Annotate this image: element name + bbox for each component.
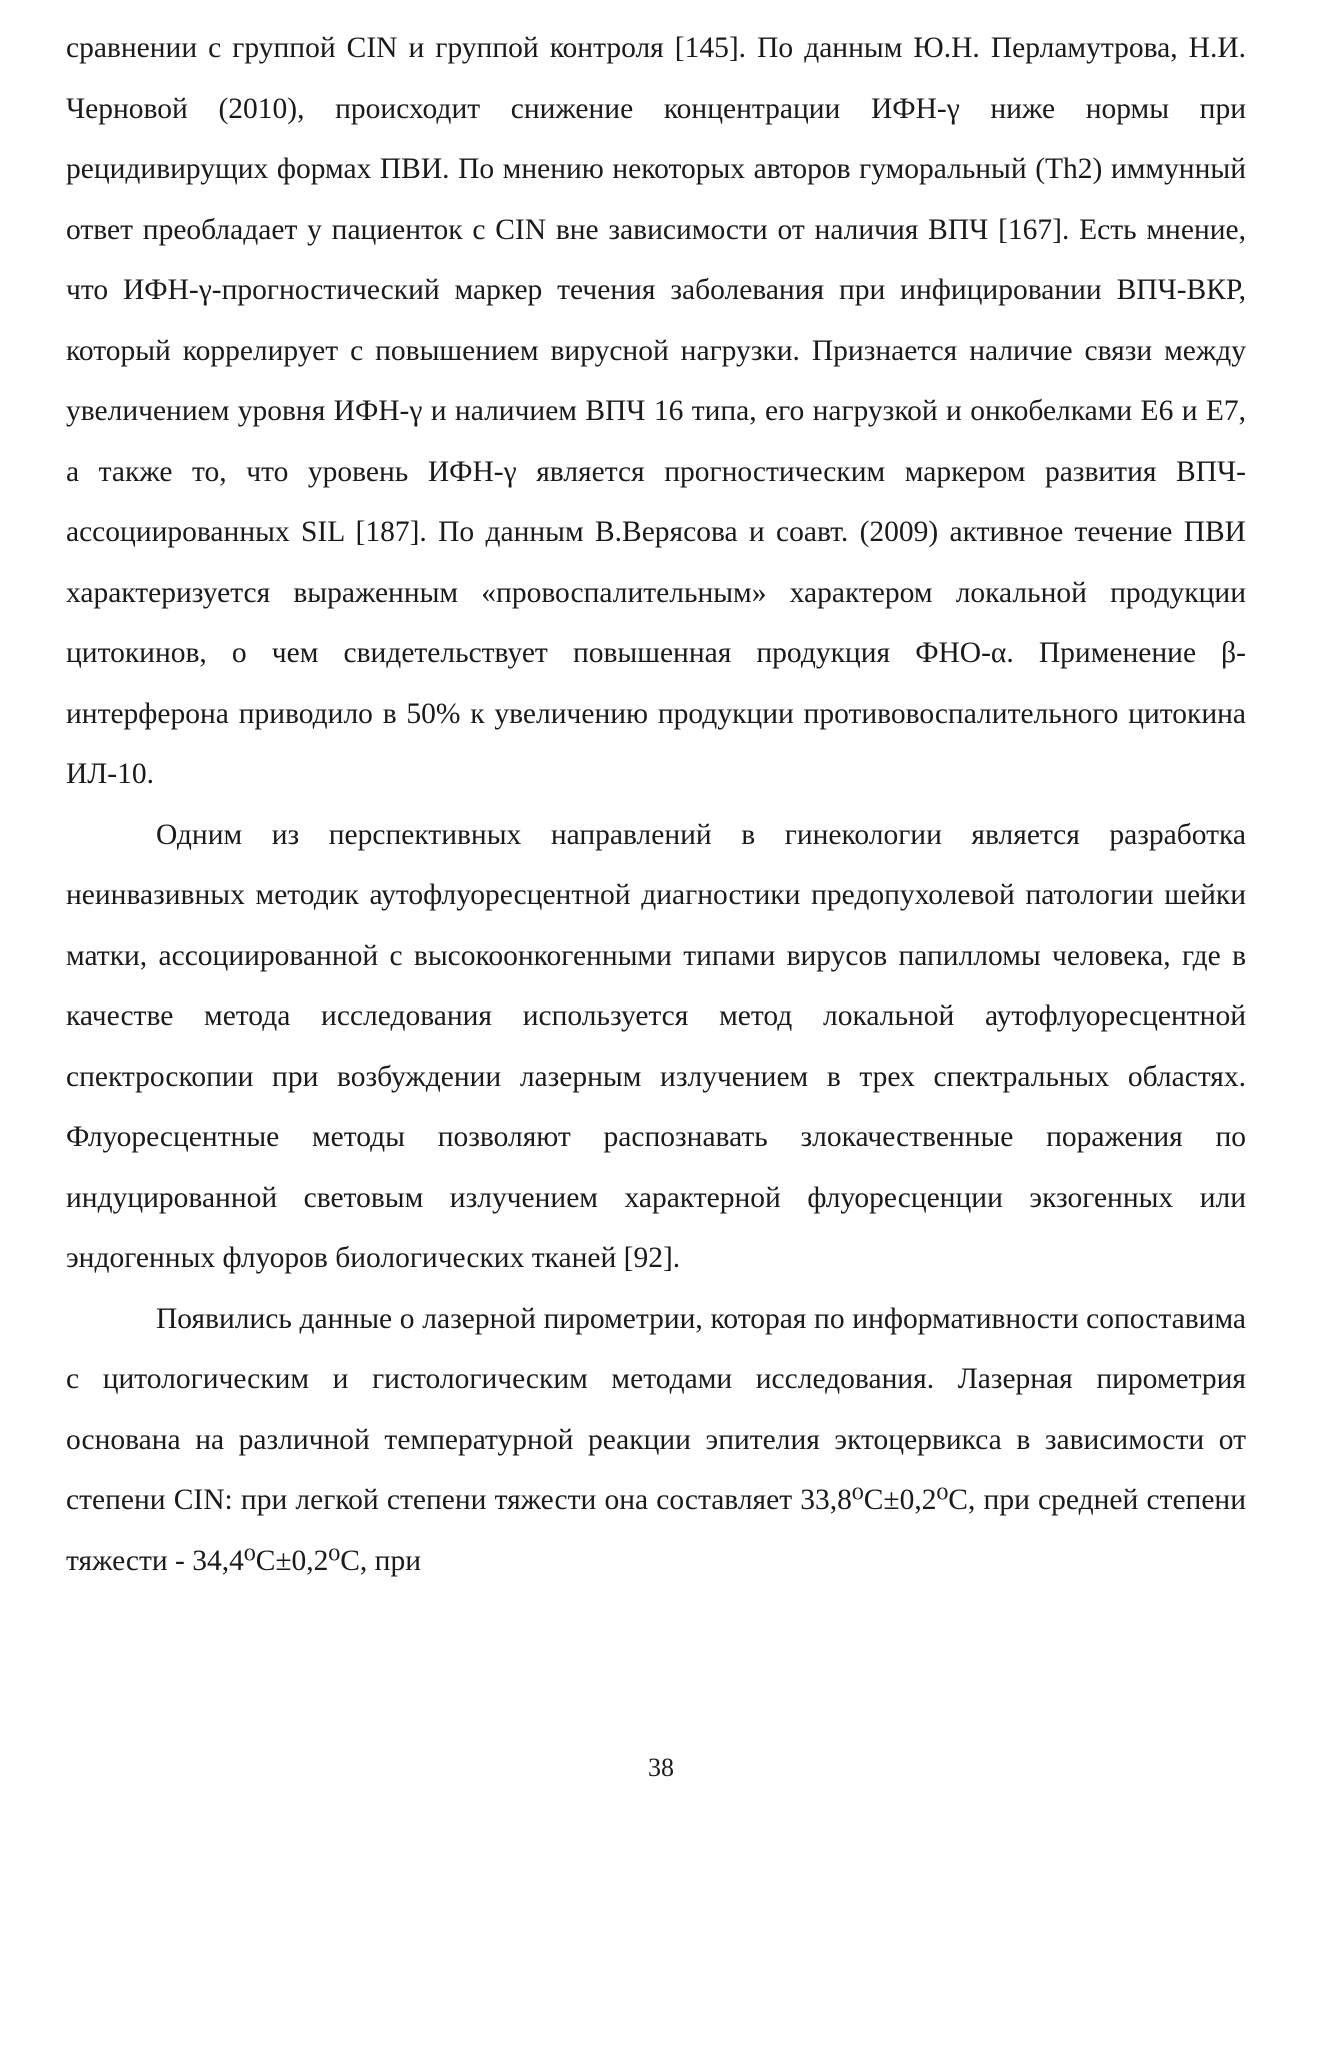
- paragraph-autofluorescence: Одним из перспективных направлений в гинекологии является разработка неинвазивных методик аутофлуоресцентной диагностики предопухолевой патологии шейки матки, ассоциированной с высокоонкогенными типами вирусов папилломы человека, где в качестве метода исследования используется метод локальной аутофлуоресцентной спектроскопии при возбуждении лазерным излучением в трех спектральных областях. Флуоресцентные методы позволяют распознавать злокачественные поражения по индуцированной световым излучением характерной флуоресценции экзогенных или эндогенных флуоров биологических тканей [92].: [66, 818, 1246, 1274]
- page-number: 38: [648, 1753, 674, 1782]
- paragraph-continuation: сравнении с группой CIN и группой контроля [145]. По данным Ю.Н. Перламутрова, Н.И. Черновой (2010), происходит снижение концентрации ИФН-γ ниже нормы при рецидивирущих формах ПВИ. По мнению некоторых авторов гуморальный (Th2) иммунный ответ преобладает у пациенток с CIN вне зависимости от наличия ВПЧ [167]. Есть мнение, что ИФН-γ-прогностический маркер течения заболевания при инфицировании ВПЧ-ВКР, который коррелирует с повышением вирусной нагрузки. Признается наличие связи между увеличением уровня ИФН-γ и наличием ВПЧ 16 типа, его нагрузкой и онкобелками Е6 и Е7, а также то, что уровень ИФН-γ является прогностическим маркером развития ВПЧ-ассоциированных SIL [187]. По данным В.Верясова и соавт. (2009) активное течение ПВИ характеризуется выраженным «провоспалительным» характером локальной продукции цитокинов, о чем свидетельствует повышенная продукция ФНО-α. Применение β-интерферона приводило в 50% к увеличению продукции противовоспалительного цитокина ИЛ-10.: [66, 32, 1246, 790]
- body-text: [66, 18, 1246, 1591]
- paragraph-laser-pyrometry: Появились данные о лазерной пирометрии, которая по информативности сопоставима с цитологическим и гистологическим методами исследования. Лазерная пирометрия основана на различной температурной реакции эпителия эктоцервикса в зависимости от степени CIN: при легкой степени тяжести она составляет 33,8⁰С±0,2⁰С, при средней степени тяжести - 34,4⁰С±0,2⁰С, при: [66, 1302, 1246, 1577]
